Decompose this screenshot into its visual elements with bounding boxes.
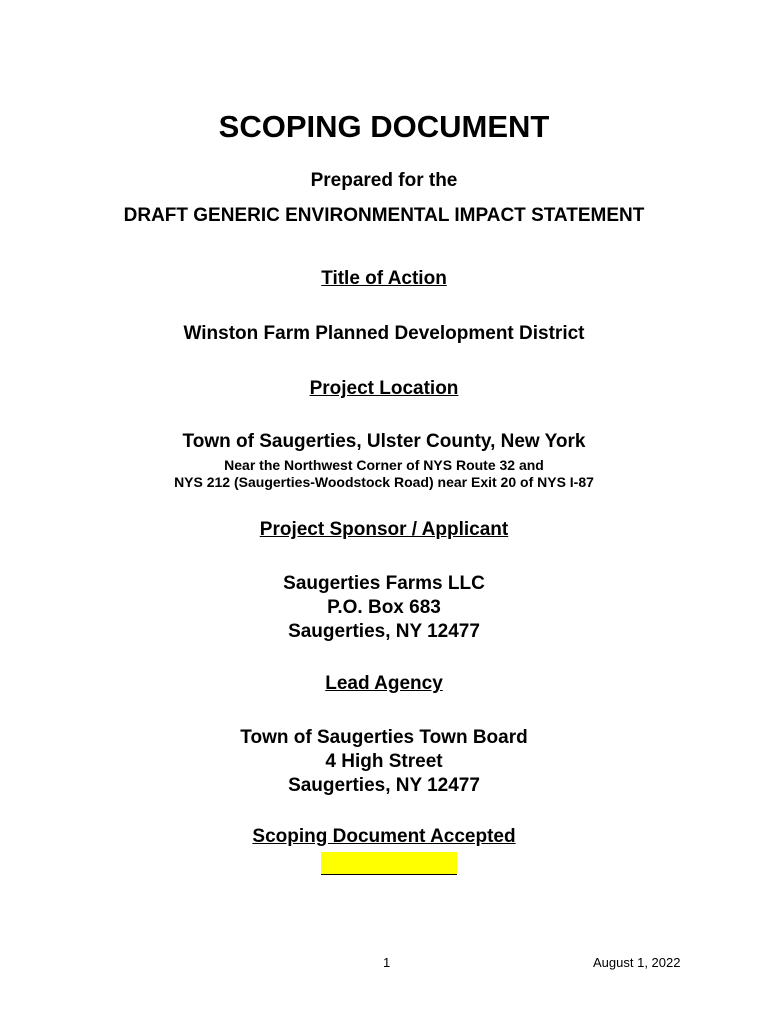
accepted-heading: Scoping Document Accepted bbox=[252, 826, 516, 847]
page-number: 1 bbox=[383, 955, 391, 970]
title-of-action-value: Winston Farm Planned Development District bbox=[183, 323, 585, 344]
footer-date: August 1, 2022 bbox=[593, 955, 681, 970]
statement-title: DRAFT GENERIC ENVIRONMENTAL IMPACT STATEMENT bbox=[123, 205, 645, 226]
document-title: SCOPING DOCUMENT bbox=[218, 109, 550, 144]
location-main: Town of Saugerties, Ulster County, New York bbox=[182, 431, 586, 452]
accepted-date-blank bbox=[321, 852, 457, 875]
lead-agency-city: Saugerties, NY 12477 bbox=[288, 775, 480, 796]
lead-agency-name: Town of Saugerties Town Board bbox=[240, 727, 528, 748]
sponsor-city: Saugerties, NY 12477 bbox=[288, 621, 480, 642]
sponsor-name: Saugerties Farms LLC bbox=[283, 573, 485, 594]
project-location-heading: Project Location bbox=[309, 378, 459, 399]
lead-agency-heading: Lead Agency bbox=[325, 673, 443, 694]
location-detail-1: Near the Northwest Corner of NYS Route 32 and bbox=[224, 457, 544, 473]
title-of-action-heading: Title of Action bbox=[321, 268, 447, 289]
prepared-for-text: Prepared for the bbox=[310, 170, 458, 191]
location-detail-2: NYS 212 (Saugerties-Woodstock Road) near Exit 20 of NYS I-87 bbox=[174, 474, 594, 490]
sponsor-address: P.O. Box 683 bbox=[327, 597, 441, 618]
sponsor-heading: Project Sponsor / Applicant bbox=[259, 519, 509, 540]
lead-agency-address: 4 High Street bbox=[325, 751, 443, 772]
